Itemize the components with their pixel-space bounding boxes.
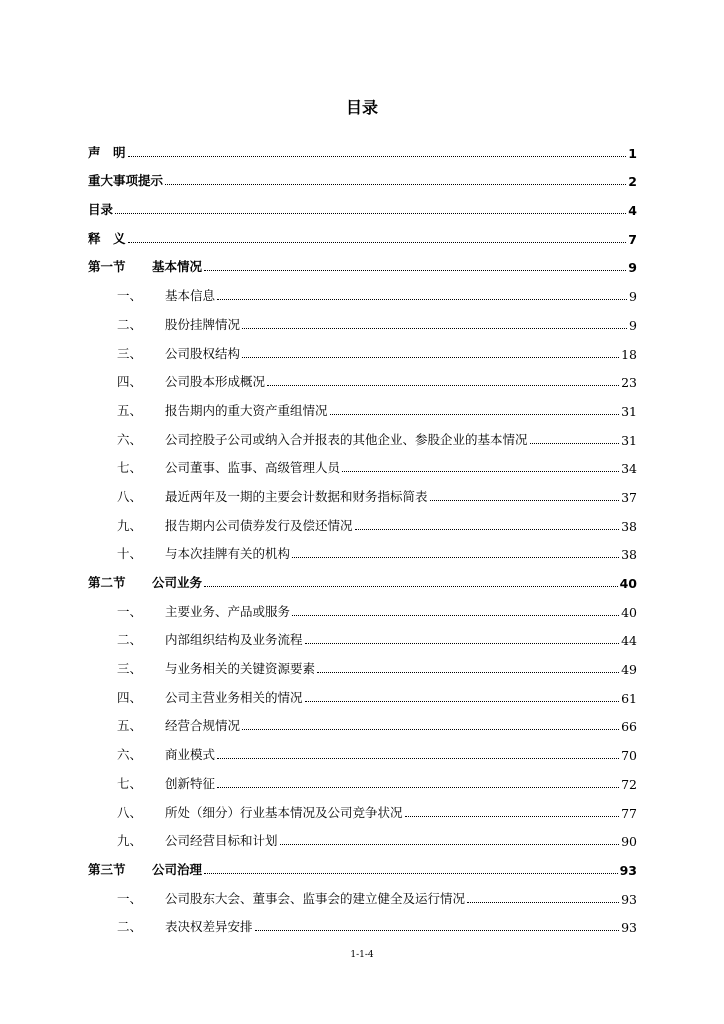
toc-page-number: 90 — [621, 834, 637, 850]
toc-entry-label: 报告期内公司债券发行及偿还情况 — [165, 517, 353, 533]
toc-entry-label: 重大事项提示 — [88, 173, 164, 189]
toc-section-entry[interactable] — [88, 390, 637, 419]
toc-page-number: 38 — [621, 518, 637, 534]
toc-entry-label: 最近两年及一期的主要会计数据和财务指标简表 — [165, 488, 428, 504]
toc-entry-label: 公司主营业务相关的情况 — [165, 689, 303, 705]
dot-leader — [305, 643, 620, 644]
toc-page-number: 9 — [629, 289, 637, 305]
toc-entry-label: 创新特征 — [165, 775, 216, 791]
toc-entry-label: 基本信息 — [165, 288, 216, 304]
dot-leader — [128, 156, 627, 157]
toc-item-number: 九、 — [117, 517, 143, 533]
toc-item-number: 七、 — [117, 460, 143, 476]
toc-chapter-entry[interactable] — [88, 132, 637, 161]
dot-leader — [115, 213, 626, 214]
toc-page-number: 9 — [629, 317, 637, 333]
toc-entry-label: 内部组织结构及业务流程 — [165, 632, 303, 648]
toc-chapter-entry[interactable] — [88, 161, 637, 190]
toc-section-entry[interactable] — [88, 362, 637, 391]
toc-page-number: 23 — [621, 375, 637, 391]
toc-item-number: 一、 — [117, 603, 143, 619]
toc-item-number: 五、 — [117, 402, 143, 418]
toc-chapter-entry[interactable] — [88, 247, 637, 276]
dot-leader — [217, 787, 619, 788]
toc-entry-label: 与业务相关的关键资源要素 — [165, 661, 316, 677]
toc-page-number: 49 — [621, 662, 637, 678]
dot-leader — [242, 328, 627, 329]
dot-leader — [355, 529, 620, 530]
toc-item-number: 一、 — [117, 288, 143, 304]
dot-leader — [128, 242, 627, 243]
dot-leader — [267, 385, 619, 386]
dot-leader — [255, 930, 620, 931]
toc-section-entry[interactable] — [88, 419, 637, 448]
toc-item-number: 四、 — [117, 689, 143, 705]
dot-leader — [405, 816, 620, 817]
toc-section-entry[interactable] — [88, 878, 637, 907]
toc-entry-label: 声 明 — [88, 144, 126, 160]
toc-section-entry[interactable] — [88, 304, 637, 333]
toc-section-entry[interactable] — [88, 275, 637, 304]
toc-entry-label: 目录 — [88, 202, 114, 218]
toc-section-entry[interactable] — [88, 734, 637, 763]
dot-leader — [467, 902, 619, 903]
toc-item-number: 六、 — [117, 747, 143, 763]
dot-leader — [165, 184, 626, 185]
toc-section-entry[interactable] — [88, 620, 637, 649]
toc-item-number: 十、 — [117, 546, 143, 562]
toc-section-entry[interactable] — [88, 907, 637, 936]
dot-leader — [292, 557, 619, 558]
toc-page-number: 40 — [619, 576, 637, 591]
toc-section-entry[interactable] — [88, 648, 637, 677]
toc-page-number: 93 — [621, 891, 637, 907]
toc-page-number: 72 — [621, 776, 637, 792]
toc-page-number: 18 — [621, 346, 637, 362]
dot-leader — [204, 270, 626, 271]
toc-page-number: 61 — [621, 690, 637, 706]
dot-leader — [330, 414, 620, 415]
toc-page-number: 31 — [621, 403, 637, 419]
toc-page-number: 31 — [621, 432, 637, 448]
toc-page-number: 77 — [621, 805, 637, 821]
toc-entry-label: 公司股本形成概况 — [165, 374, 266, 390]
toc-page-number: 66 — [621, 719, 637, 735]
toc-page-number: 38 — [621, 547, 637, 563]
toc-page-number: 93 — [619, 862, 637, 878]
toc-item-number: 二、 — [117, 919, 143, 935]
toc-chapter-number: 第一节 — [88, 259, 126, 275]
dot-leader — [292, 615, 619, 616]
toc-item-number: 四、 — [117, 374, 143, 390]
toc-page-number: 1 — [628, 145, 637, 161]
toc-item-number: 八、 — [117, 488, 143, 504]
dot-leader — [305, 701, 620, 702]
toc-entry-label: 公司业务 — [152, 575, 203, 590]
dot-leader — [280, 844, 620, 845]
dot-leader — [342, 471, 619, 472]
toc-entry-label: 表决权差异安排 — [165, 919, 253, 935]
toc-section-entry[interactable] — [88, 505, 637, 534]
toc-item-number: 八、 — [117, 804, 143, 820]
toc-section-entry[interactable] — [88, 476, 637, 505]
toc-page-number: 9 — [628, 260, 637, 276]
toc-chapter-entry[interactable] — [88, 189, 637, 218]
toc-section-entry[interactable] — [88, 763, 637, 792]
toc-item-number: 三、 — [117, 661, 143, 677]
toc-section-entry[interactable] — [88, 333, 637, 362]
table-of-contents — [88, 132, 637, 935]
toc-chapter-entry[interactable] — [88, 218, 637, 247]
toc-entry-label: 与本次挂牌有关的机构 — [165, 546, 291, 562]
toc-chapter-number: 第三节 — [88, 861, 126, 877]
toc-chapter-entry[interactable] — [88, 849, 637, 878]
toc-section-entry[interactable] — [88, 677, 637, 706]
toc-item-number: 三、 — [117, 345, 143, 361]
toc-item-number: 六、 — [117, 431, 143, 447]
dot-leader — [242, 729, 619, 730]
dot-leader — [217, 299, 627, 300]
toc-entry-label: 释 义 — [88, 230, 126, 246]
toc-item-number: 五、 — [117, 718, 143, 734]
toc-section-entry[interactable] — [88, 706, 637, 735]
page-title: 目录 — [345, 98, 378, 117]
toc-entry-label: 公司董事、监事、高级管理人员 — [165, 460, 341, 476]
dot-leader — [204, 586, 618, 587]
toc-entry-label: 基本情况 — [152, 259, 203, 275]
toc-entry-label: 公司控股子公司或纳入合并报表的其他企业、参股企业的基本情况 — [165, 431, 528, 447]
toc-item-number: 二、 — [117, 632, 143, 648]
dot-leader — [217, 758, 619, 759]
dot-leader — [204, 873, 618, 874]
toc-page-number: 2 — [628, 174, 637, 190]
toc-entry-label: 所处（细分）行业基本情况及公司竞争状况 — [165, 804, 403, 820]
toc-entry-label: 主要业务、产品或服务 — [165, 603, 291, 619]
toc-entry-label: 公司经营目标和计划 — [165, 833, 278, 849]
page-number-footer: 1-1-4 — [350, 950, 374, 960]
toc-chapter-entry[interactable] — [88, 562, 637, 591]
toc-section-entry[interactable] — [88, 534, 637, 563]
toc-entry-label: 公司治理 — [152, 861, 203, 877]
toc-entry-label: 公司股东大会、董事会、监事会的建立健全及运行情况 — [165, 890, 466, 906]
toc-page-number: 7 — [628, 231, 637, 247]
dot-leader — [530, 443, 620, 444]
toc-item-number: 二、 — [117, 316, 143, 332]
toc-entry-label: 报告期内的重大资产重组情况 — [165, 402, 328, 418]
toc-page-number: 40 — [621, 604, 637, 620]
toc-page-number: 70 — [621, 748, 637, 764]
toc-section-entry[interactable] — [88, 792, 637, 821]
toc-item-number: 九、 — [117, 833, 143, 849]
toc-page-number: 37 — [621, 489, 637, 505]
toc-page-number: 4 — [628, 203, 637, 219]
toc-entry-label: 经营合规情况 — [165, 718, 241, 734]
toc-page-number: 44 — [621, 633, 637, 649]
toc-entry-label: 股份挂牌情况 — [165, 316, 241, 332]
dot-leader — [242, 357, 619, 358]
toc-chapter-number: 第二节 — [88, 575, 126, 590]
toc-entry-label: 公司股权结构 — [165, 345, 241, 361]
toc-page-number: 34 — [621, 461, 637, 477]
toc-item-number: 七、 — [117, 775, 143, 791]
dot-leader — [430, 500, 620, 501]
toc-page-number: 93 — [621, 920, 637, 936]
toc-item-number: 一、 — [117, 890, 143, 906]
toc-section-entry[interactable] — [88, 448, 637, 477]
toc-section-entry[interactable] — [88, 591, 637, 620]
dot-leader — [317, 672, 619, 673]
toc-entry-label: 商业模式 — [165, 747, 216, 763]
toc-section-entry[interactable] — [88, 821, 637, 850]
